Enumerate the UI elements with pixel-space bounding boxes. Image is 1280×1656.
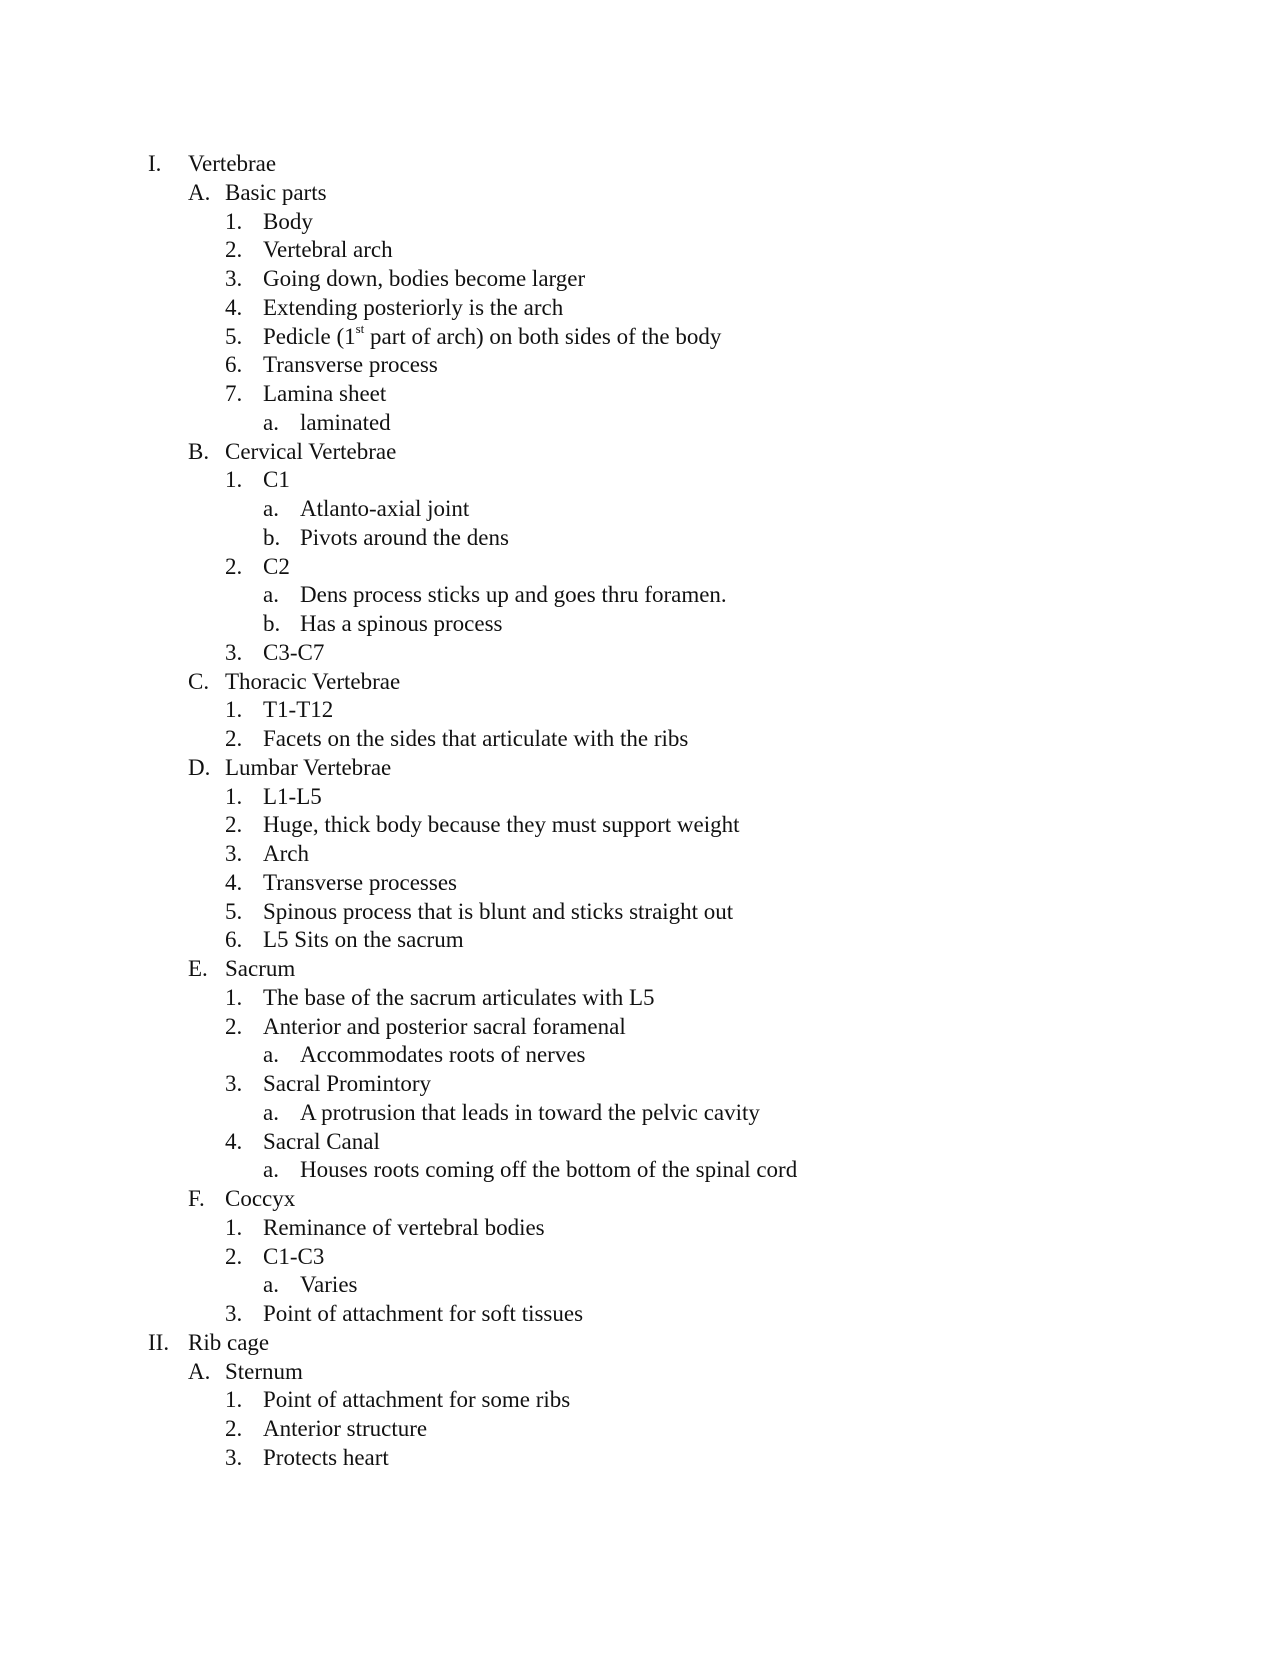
list-marker: 2. xyxy=(225,812,243,838)
sub-list-item xyxy=(0,581,1280,610)
list-marker: 2. xyxy=(225,1013,243,1039)
list-marker: A. xyxy=(188,1358,211,1384)
list-item-text: Lamina sheet xyxy=(263,381,387,406)
list-item xyxy=(0,926,1280,955)
list-item xyxy=(0,1070,1280,1099)
list-item xyxy=(0,1243,1280,1272)
list-marker: F. xyxy=(188,1186,205,1211)
list-marker: a. xyxy=(263,1042,279,1068)
list-item-text: Pivots around the dens xyxy=(300,524,509,550)
list-item-text: Sacral Canal xyxy=(263,1128,380,1154)
sub-list-item xyxy=(0,610,1280,639)
list-marker: 1. xyxy=(225,697,243,723)
list-marker: 4. xyxy=(225,869,243,895)
list-item xyxy=(0,696,1280,725)
list-marker: 3. xyxy=(225,639,243,665)
section-lumbar-vertebrae xyxy=(0,754,1280,783)
list-item xyxy=(0,1300,1280,1329)
sub-list-item xyxy=(0,495,1280,524)
list-marker: 6. xyxy=(225,352,243,378)
list-marker: a. xyxy=(263,582,279,608)
section-title: Cervical Vertebrae xyxy=(225,438,397,464)
outline-heading-vertebrae xyxy=(0,150,1280,179)
list-item-text: C3-C7 xyxy=(263,639,325,665)
list-item xyxy=(0,320,1280,352)
list-item xyxy=(0,639,1280,668)
list-item-text: Reminance of vertebral bodies xyxy=(263,1214,545,1240)
list-item-text: Body xyxy=(263,208,313,234)
list-marker: 1. xyxy=(225,467,243,493)
list-item xyxy=(0,208,1280,237)
section-sternum xyxy=(0,1358,1280,1387)
list-item-text: Houses roots coming off the bottom of the spinal cord xyxy=(300,1157,798,1183)
list-item xyxy=(0,1214,1280,1243)
section-sacrum xyxy=(0,955,1280,984)
list-item-text: C1-C3 xyxy=(263,1243,325,1269)
text-segment: Pedicle (1 xyxy=(263,323,356,349)
list-item xyxy=(0,236,1280,265)
list-marker: 2. xyxy=(225,1416,243,1441)
list-item xyxy=(0,553,1280,582)
list-marker: a. xyxy=(263,409,279,435)
sub-list-item xyxy=(0,1099,1280,1128)
list-marker: 3. xyxy=(225,841,243,866)
list-item xyxy=(0,869,1280,898)
section-title: Sternum xyxy=(225,1358,303,1384)
list-item xyxy=(0,1386,1280,1415)
list-item xyxy=(0,898,1280,927)
outline xyxy=(0,150,1280,1473)
list-marker: 1. xyxy=(225,1214,243,1240)
list-item xyxy=(0,783,1280,812)
sub-list-item xyxy=(0,409,1280,438)
list-item xyxy=(0,1444,1280,1473)
list-item-text: Anterior and posterior sacral foramenal xyxy=(263,1013,626,1039)
list-marker: 1. xyxy=(225,984,243,1010)
list-marker: A. xyxy=(188,179,211,205)
text-segment: part of arch) on both sides of the body xyxy=(364,323,722,349)
section-thoracic-vertebrae xyxy=(0,668,1280,697)
list-marker: 1. xyxy=(225,783,243,809)
list-item-text: Dens process sticks up and goes thru foramen. xyxy=(300,582,727,608)
list-item-text: Arch xyxy=(263,841,309,866)
list-marker: 4. xyxy=(225,294,243,320)
list-marker: II. xyxy=(148,1329,170,1355)
list-item xyxy=(0,1128,1280,1157)
list-item xyxy=(0,466,1280,495)
section-title: Coccyx xyxy=(225,1186,296,1211)
list-item-text: Has a spinous process xyxy=(300,611,503,636)
list-marker: 5. xyxy=(225,898,243,924)
section-coccyx xyxy=(0,1185,1280,1214)
section-basic-parts xyxy=(0,179,1280,208)
list-marker: a. xyxy=(263,496,279,521)
list-marker: b. xyxy=(263,611,281,636)
list-marker: I. xyxy=(148,151,162,176)
heading-text: Vertebrae xyxy=(188,151,277,176)
list-marker: a. xyxy=(263,1157,279,1183)
list-marker: b. xyxy=(263,524,281,550)
list-item-text: Anterior structure xyxy=(263,1416,428,1441)
list-item-text: Sacral Promintory xyxy=(263,1071,431,1096)
list-marker: 3. xyxy=(225,1071,243,1096)
list-item-text: Point of attachment for some ribs xyxy=(263,1387,571,1413)
list-item xyxy=(0,351,1280,380)
list-item xyxy=(0,1415,1280,1444)
list-item xyxy=(0,265,1280,294)
list-marker: 7. xyxy=(225,381,243,406)
list-item-text: Accommodates roots of nerves xyxy=(300,1042,586,1068)
list-item-text: Point of attachment for soft tissues xyxy=(263,1301,584,1326)
list-item-text: Going down, bodies become larger xyxy=(263,266,586,291)
list-item xyxy=(0,811,1280,840)
list-marker: E. xyxy=(188,956,208,981)
list-item-text xyxy=(263,320,722,352)
list-item-text: Facets on the sides that articulate with the ribs xyxy=(263,726,689,751)
list-item-text: Vertebral arch xyxy=(263,237,393,263)
heading-text: Rib cage xyxy=(188,1329,270,1355)
list-marker: C. xyxy=(188,668,210,694)
section-title: Lumbar Vertebrae xyxy=(225,754,392,780)
sub-list-item xyxy=(0,1041,1280,1070)
list-item xyxy=(0,984,1280,1013)
list-item-text: Transverse processes xyxy=(263,869,457,895)
list-marker: 3. xyxy=(225,1301,243,1326)
list-item xyxy=(0,294,1280,323)
list-marker: 4. xyxy=(225,1128,243,1154)
list-item-text: Extending posteriorly is the arch xyxy=(263,294,564,320)
list-marker: a. xyxy=(263,1099,279,1125)
list-item-text: Protects heart xyxy=(263,1444,389,1470)
list-marker: a. xyxy=(263,1272,279,1298)
list-marker: 1. xyxy=(225,1387,243,1413)
list-item-text: Huge, thick body because they must support weight xyxy=(263,812,740,838)
list-item-text: Spinous process that is blunt and sticks straight out xyxy=(263,898,734,924)
list-marker: 2. xyxy=(225,1243,243,1269)
list-marker: 2. xyxy=(225,726,243,751)
section-title: Basic parts xyxy=(225,179,327,205)
list-item-text: T1-T12 xyxy=(263,697,334,723)
superscript: st xyxy=(355,320,365,336)
list-item-text: L1-L5 xyxy=(263,783,322,809)
list-item xyxy=(0,840,1280,869)
list-marker: 6. xyxy=(225,927,243,953)
list-item-text: Transverse process xyxy=(263,352,438,378)
list-item-text: C1 xyxy=(263,467,290,493)
list-marker: 1. xyxy=(225,208,243,234)
list-marker: 2. xyxy=(225,237,243,263)
list-item xyxy=(0,380,1280,409)
section-title: Thoracic Vertebrae xyxy=(225,668,401,694)
list-marker: 2. xyxy=(225,553,243,579)
list-marker: D. xyxy=(188,754,211,780)
sub-list-item xyxy=(0,1156,1280,1185)
sub-list-item xyxy=(0,524,1280,553)
list-item-text: laminated xyxy=(300,409,391,435)
list-item-text: A protrusion that leads in toward the pelvic cavity xyxy=(300,1099,760,1125)
list-item-text: Atlanto-axial joint xyxy=(300,496,470,521)
list-marker: 5. xyxy=(225,323,243,349)
list-item xyxy=(0,725,1280,754)
list-marker: 3. xyxy=(225,266,243,291)
section-title: Sacrum xyxy=(225,956,296,981)
list-marker: B. xyxy=(188,438,210,464)
outline-heading-rib-cage xyxy=(0,1329,1280,1358)
list-item-text: L5 Sits on the sacrum xyxy=(263,927,464,953)
list-item-text: Varies xyxy=(300,1272,358,1298)
list-item-text: C2 xyxy=(263,553,290,579)
list-marker: 3. xyxy=(225,1444,243,1470)
list-item-text: The base of the sacrum articulates with L5 xyxy=(263,984,655,1010)
list-item xyxy=(0,1013,1280,1042)
sub-list-item xyxy=(0,1271,1280,1300)
section-cervical-vertebrae xyxy=(0,438,1280,467)
